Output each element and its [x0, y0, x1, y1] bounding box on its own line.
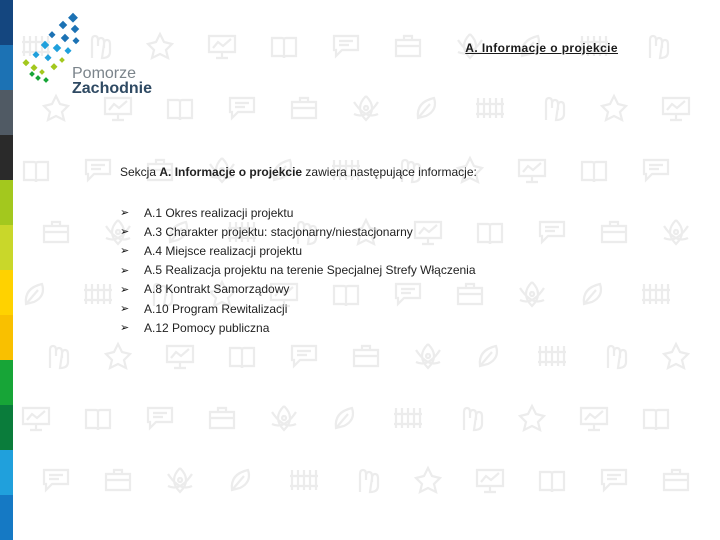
- background-pattern-icon: [520, 282, 544, 306]
- background-pattern-icon: [546, 98, 564, 120]
- stripe-segment: [0, 495, 13, 540]
- intro-prefix: Sekcja: [120, 165, 160, 179]
- background-pattern-icon: [476, 98, 504, 118]
- intro-text: [120, 165, 477, 179]
- list-item: [120, 222, 476, 241]
- background-pattern-icon: [168, 468, 192, 492]
- background-pattern-icon: [334, 36, 358, 56]
- intro-section-name: A. Informacje o projekcie: [159, 165, 303, 179]
- stripe-segment: [0, 360, 13, 405]
- background-pattern-icon: [602, 222, 626, 242]
- background-pattern-icon: [44, 470, 68, 490]
- list-item: [120, 299, 476, 318]
- background-pattern-icon: [602, 96, 626, 120]
- background-pattern-icon: [86, 160, 110, 180]
- logo-text-zachodnie: Zachodnie: [72, 80, 153, 97]
- background-pattern-icon: [416, 344, 440, 368]
- background-pattern-icon: [50, 346, 68, 368]
- intro-suffix: zawiera następujące informacje:: [302, 165, 477, 179]
- background-pattern-icon: [23, 408, 49, 430]
- background-pattern-icon: [644, 160, 668, 180]
- background-pattern-icon: [664, 344, 688, 368]
- background-pattern-icon: [167, 346, 193, 368]
- background-pattern-icon: [464, 408, 482, 430]
- stripe-segment: [0, 270, 13, 315]
- info-list: [120, 203, 476, 337]
- stripe-segment: [0, 0, 13, 45]
- background-pattern-icon: [272, 406, 296, 430]
- stripe-segment: [0, 315, 13, 360]
- background-pattern-icon: [336, 408, 353, 428]
- background-pattern-icon: [663, 98, 689, 120]
- background-pattern-icon: [360, 470, 378, 492]
- arrow-bullet-icon: ➢: [120, 245, 130, 258]
- background-pattern-icon: [650, 36, 668, 58]
- background-pattern-icon: [582, 162, 606, 182]
- background-pattern-icon: [418, 98, 435, 118]
- arrow-bullet-icon: ➢: [120, 207, 130, 220]
- list-item: [120, 241, 476, 260]
- background-pattern-icon: [664, 220, 688, 244]
- background-pattern-icon: [478, 224, 502, 244]
- background-pattern-icon: [540, 222, 564, 242]
- background-pattern-icon: [210, 408, 234, 428]
- background-pattern-icon: [292, 346, 316, 366]
- background-pattern-icon: [394, 408, 422, 428]
- list-item-label: A.5 Realizacja projektu na terenie Specjalnej Strefy Włączenia: [144, 263, 476, 278]
- arrow-bullet-icon: ➢: [120, 226, 130, 239]
- stripe-segment: [0, 405, 13, 450]
- background-pattern-icon: [230, 98, 254, 118]
- list-item-label: A.4 Miejsce realizacji projektu: [144, 243, 303, 258]
- stripe-segment: [0, 45, 13, 90]
- list-item-label: A.1 Okres realizacji projektu: [144, 205, 294, 220]
- stripe-segment: [0, 135, 13, 180]
- background-pattern-icon: [148, 34, 172, 58]
- background-pattern-icon: [44, 222, 68, 242]
- stripe-segment: [0, 225, 13, 270]
- logo-text-pomorze: Pomorze: [72, 65, 137, 82]
- background-pattern-icon: [290, 470, 318, 490]
- background-pattern-icon: [602, 470, 626, 490]
- stripe-segment: [0, 180, 13, 225]
- background-pattern-icon: [396, 36, 420, 56]
- background-pattern-icon: [354, 96, 378, 120]
- background-pattern-icon: [608, 346, 626, 368]
- background-pattern-icon: [584, 284, 601, 304]
- arrow-bullet-icon: ➢: [120, 283, 130, 296]
- background-pattern-icon: [354, 346, 378, 366]
- arrow-bullet-icon: ➢: [120, 322, 130, 335]
- background-pattern-icon: [538, 346, 566, 366]
- list-item-label: A.3 Charakter projektu: stacjonarny/niestacjonarny: [144, 224, 413, 239]
- background-pattern-icon: [519, 160, 545, 182]
- background-pattern-icon: [581, 408, 607, 430]
- background-pattern-icon: [416, 468, 440, 492]
- background-pattern-icon: [106, 470, 130, 490]
- background-pattern-icon: [24, 162, 48, 182]
- list-item-label: A.12 Pomocy publiczna: [144, 320, 270, 335]
- background-pattern-icon: [520, 406, 544, 430]
- list-item: [120, 261, 476, 280]
- stripe-segment: [0, 90, 13, 135]
- background-pattern-icon: [664, 470, 688, 490]
- background-pattern-icon: [644, 410, 668, 430]
- background-pattern-icon: [272, 38, 296, 58]
- background-pattern-icon: [84, 284, 112, 304]
- background-pattern-icon: [86, 410, 110, 430]
- arrow-bullet-icon: ➢: [120, 264, 130, 277]
- background-pattern-icon: [540, 472, 564, 492]
- background-pattern-icon: [148, 408, 172, 428]
- background-pattern-icon: [26, 284, 43, 304]
- background-pattern-icon: [230, 348, 254, 368]
- list-item: [120, 280, 476, 299]
- background-pattern-icon: [106, 344, 130, 368]
- list-item: [120, 203, 476, 222]
- background-pattern-icon: [480, 346, 497, 366]
- background-pattern-icon: [105, 98, 131, 120]
- background-pattern-icon: [477, 470, 503, 492]
- background-pattern-icon: [232, 470, 249, 490]
- background-pattern-icon: [209, 36, 235, 58]
- background-pattern-icon: [168, 100, 192, 120]
- background-pattern-icon: [292, 98, 316, 118]
- background-pattern-icon: [642, 284, 670, 304]
- color-stripe: [0, 0, 13, 540]
- arrow-bullet-icon: ➢: [120, 303, 130, 316]
- slide-title: A. Informacje o projekcie: [465, 41, 618, 55]
- stripe-segment: [0, 450, 13, 495]
- list-item-label: A.8 Kontrakt Samorządowy: [144, 282, 290, 297]
- list-item: [120, 318, 476, 337]
- list-item-label: A.10 Program Rewitalizacji: [144, 301, 288, 316]
